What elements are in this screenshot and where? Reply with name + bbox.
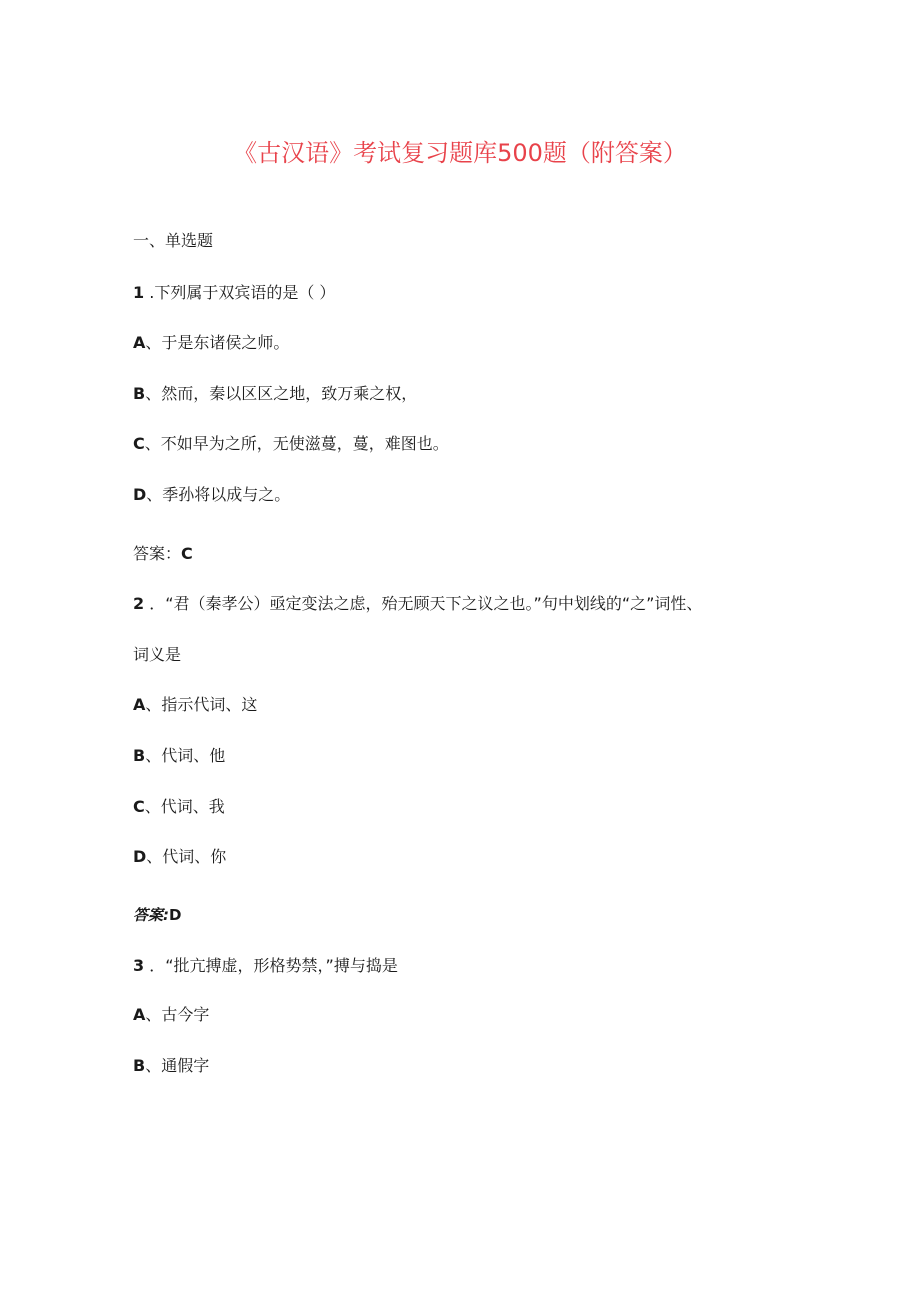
option-text: 、然而，秦以区区之地，致万乘之权， bbox=[145, 384, 418, 403]
option-text: 、于是东诸侯之师。 bbox=[145, 333, 290, 352]
question-stem: ．“批亢搏虚，形格势禁，”搏与捣是 bbox=[149, 956, 398, 975]
question-number: 1 bbox=[133, 283, 145, 302]
option-key: A bbox=[133, 333, 146, 352]
option-key: D bbox=[133, 847, 147, 866]
option-b bbox=[133, 382, 417, 406]
option-text: 、指示代词、这 bbox=[145, 695, 258, 714]
question-3 bbox=[133, 954, 398, 978]
option-a bbox=[133, 693, 257, 717]
option-text: 、代词、他 bbox=[145, 746, 226, 765]
option-key: B bbox=[133, 384, 146, 403]
question-number: 2 bbox=[133, 594, 145, 613]
option-key: A bbox=[133, 695, 146, 714]
answer-value: D bbox=[169, 906, 182, 924]
question-2-continuation: 词义是 bbox=[133, 645, 182, 664]
question-2 bbox=[133, 592, 702, 616]
document-title: 《古汉语》考试复习题库500题（附答案） bbox=[233, 139, 687, 167]
option-key: D bbox=[133, 485, 147, 504]
option-text: 、不如早为之所，无使滋蔓，蔓，难图也。 bbox=[144, 434, 449, 453]
question-stem: .下列属于双宾语的是（ ） bbox=[149, 283, 336, 302]
option-key: C bbox=[133, 797, 145, 816]
option-c bbox=[133, 432, 449, 456]
question-1 bbox=[133, 281, 335, 305]
question-stem: ．“君（秦孝公）亟定变法之虑，殆无顾天下之议之也。”句中划线的“之”词性、 bbox=[149, 594, 703, 613]
option-a bbox=[133, 331, 289, 355]
answer-value: C bbox=[181, 544, 193, 563]
answer-label: 答案： bbox=[133, 544, 182, 563]
answer-2 bbox=[133, 903, 181, 927]
option-text: 、通假字 bbox=[145, 1056, 210, 1075]
option-text: 、代词、我 bbox=[144, 797, 225, 816]
option-b bbox=[133, 1054, 209, 1078]
option-text: 、古今字 bbox=[145, 1005, 210, 1024]
option-key: B bbox=[133, 1056, 146, 1075]
option-d bbox=[133, 483, 290, 507]
section-heading: 一、单选题 bbox=[133, 231, 214, 250]
question-number: 3 bbox=[133, 956, 145, 975]
option-b bbox=[133, 744, 225, 768]
option-a bbox=[133, 1003, 209, 1027]
option-d bbox=[133, 845, 226, 869]
answer-label: 答案: bbox=[133, 906, 169, 924]
answer-1 bbox=[133, 542, 193, 566]
option-key: B bbox=[133, 746, 146, 765]
option-key: C bbox=[133, 434, 145, 453]
option-c bbox=[133, 795, 225, 819]
option-key: A bbox=[133, 1005, 146, 1024]
option-text: 、季孙将以成与之。 bbox=[146, 485, 291, 504]
option-text: 、代词、你 bbox=[146, 847, 227, 866]
